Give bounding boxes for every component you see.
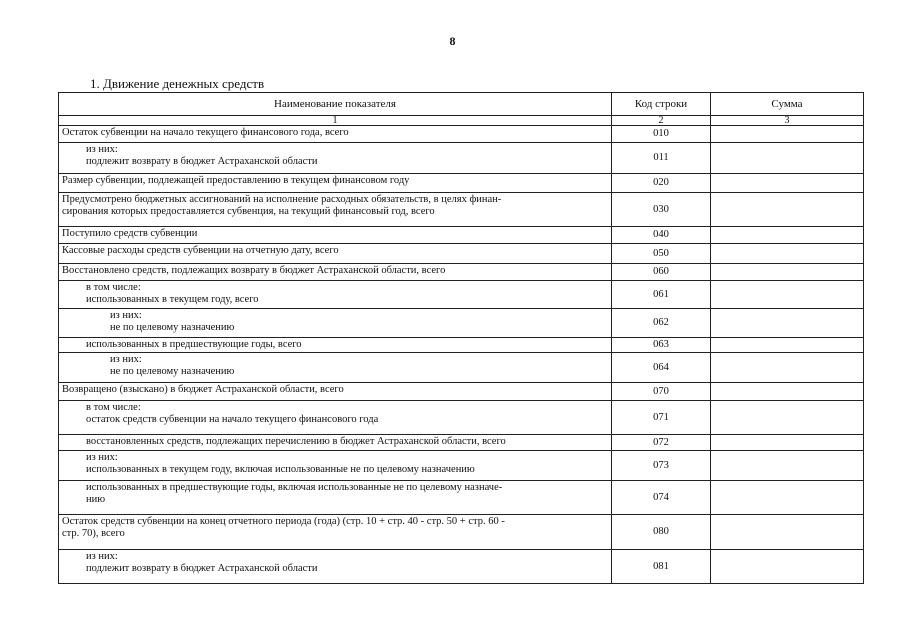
section-title: 1. Движение денежных средств: [90, 76, 265, 91]
line-code: 062: [612, 309, 711, 338]
table-row: [59, 401, 864, 435]
line-code: 064: [612, 353, 711, 383]
line-code: 050: [612, 244, 711, 264]
indicator-line: сирования которых предоставляется субвенция, на текущий финансовый год, всего: [62, 206, 435, 217]
sum-cell[interactable]: [711, 244, 864, 264]
indicator-line: Возвращено (взыскано) в бюджет Астраханской области, всего: [62, 384, 344, 395]
sum-cell[interactable]: [711, 264, 864, 281]
sum-cell[interactable]: [711, 481, 864, 515]
table-row: [59, 481, 864, 515]
indicator-line: подлежит возврату в бюджет Астраханской области: [86, 563, 318, 574]
indicator-name: [59, 481, 612, 515]
table-row: [59, 126, 864, 143]
column-number-3: 3: [711, 116, 864, 126]
indicator-name: [59, 281, 612, 309]
table-row: [59, 281, 864, 309]
indicator-name: [59, 227, 612, 244]
column-number-2: 2: [612, 116, 711, 126]
indicator-name: [59, 353, 612, 383]
indicator-name: [59, 143, 612, 174]
indicator-name: [59, 126, 612, 143]
indicator-line: из них:: [110, 310, 142, 321]
sum-cell[interactable]: [711, 309, 864, 338]
table-row: [59, 353, 864, 383]
line-code: 061: [612, 281, 711, 309]
indicator-name: [59, 244, 612, 264]
table-row: [59, 227, 864, 244]
indicator-line: остаток средств субвенции на начало текущего финансового года: [86, 414, 379, 425]
cash-flow-table: [58, 92, 864, 584]
sum-cell[interactable]: [711, 126, 864, 143]
indicator-line: использованных в предшествующие годы, включая использованные не по целевому назначе-: [86, 482, 503, 493]
line-code: 063: [612, 338, 711, 353]
indicator-name: [59, 515, 612, 550]
indicator-line: стр. 70), всего: [62, 528, 125, 539]
indicator-name: [59, 550, 612, 584]
indicator-line: Остаток субвенции на начало текущего финансового года, всего: [62, 127, 349, 138]
line-code: 072: [612, 435, 711, 451]
indicator-line: в том числе:: [86, 282, 141, 293]
sum-cell[interactable]: [711, 227, 864, 244]
column-number-1: 1: [59, 116, 612, 126]
indicator-line: из них:: [86, 551, 118, 562]
sum-cell[interactable]: [711, 451, 864, 481]
sum-cell[interactable]: [711, 383, 864, 401]
sum-cell[interactable]: [711, 401, 864, 435]
page-number: 8: [449, 34, 456, 48]
indicator-line: Остаток средств субвенции на конец отчетного периода (года) (стр. 10 + стр. 40 - стр. 50 + стр. 60 -: [62, 516, 505, 527]
line-code: 081: [612, 550, 711, 584]
sum-cell[interactable]: [711, 515, 864, 550]
line-code: 074: [612, 481, 711, 515]
indicator-line: из них:: [110, 354, 142, 365]
indicator-name: [59, 383, 612, 401]
indicator-name: [59, 174, 612, 193]
table-row: [59, 264, 864, 281]
sum-cell[interactable]: [711, 550, 864, 584]
line-code: 040: [612, 227, 711, 244]
indicator-line: подлежит возврату в бюджет Астраханской области: [86, 156, 318, 167]
line-code: 020: [612, 174, 711, 193]
line-code: 030: [612, 193, 711, 227]
indicator-line: Восстановлено средств, подлежащих возврату в бюджет Астраханской области, всего: [62, 265, 446, 276]
line-code: 010: [612, 126, 711, 143]
indicator-name: [59, 264, 612, 281]
table-row: [59, 143, 864, 174]
indicator-name: [59, 401, 612, 435]
line-code: 011: [612, 143, 711, 174]
indicator-name: [59, 435, 612, 451]
header-sum: Сумма: [711, 93, 864, 116]
indicator-line: не по целевому назначению: [110, 322, 235, 333]
indicator-line: использованных в предшествующие годы, всего: [86, 339, 302, 350]
table-row: [59, 309, 864, 338]
sum-cell[interactable]: [711, 435, 864, 451]
indicator-line: из них:: [86, 144, 118, 155]
indicator-name: [59, 451, 612, 481]
indicator-line: Размер субвенции, подлежащей предоставлению в текущем финансовом году: [62, 175, 410, 186]
table-row: [59, 550, 864, 584]
indicator-line: не по целевому назначению: [110, 366, 235, 377]
table-row: [59, 174, 864, 193]
table-row: [59, 193, 864, 227]
indicator-line: из них:: [86, 452, 118, 463]
column-number-row: [59, 116, 864, 126]
indicator-line: восстановленных средств, подлежащих перечислению в бюджет Астраханской области, всего: [86, 436, 506, 447]
table-row: [59, 435, 864, 451]
indicator-line: использованных в текущем году, включая использованные не по целевому назначению: [86, 464, 475, 475]
table-header-row: [59, 93, 864, 116]
indicator-line: использованных в текущем году, всего: [86, 294, 259, 305]
indicator-line: Кассовые расходы средств субвенции на отчетную дату, всего: [62, 245, 339, 256]
header-line-code: Код строки: [612, 93, 711, 116]
sum-cell[interactable]: [711, 281, 864, 309]
indicator-line: Предусмотрено бюджетных ассигнований на исполнение расходных обязательств, в целях финан-: [62, 194, 502, 205]
sum-cell[interactable]: [711, 353, 864, 383]
indicator-name: [59, 338, 612, 353]
line-code: 060: [612, 264, 711, 281]
table-row: [59, 338, 864, 353]
indicator-line: нию: [86, 494, 106, 505]
table-row: [59, 451, 864, 481]
table-row: [59, 383, 864, 401]
header-indicator-name: Наименование показателя: [59, 93, 612, 116]
sum-cell[interactable]: [711, 143, 864, 174]
line-code: 070: [612, 383, 711, 401]
sum-cell[interactable]: [711, 338, 864, 353]
indicator-line: в том числе:: [86, 402, 141, 413]
sum-cell[interactable]: [711, 193, 864, 227]
line-code: 073: [612, 451, 711, 481]
indicator-line: Поступило средств субвенции: [62, 228, 198, 239]
table-row: [59, 515, 864, 550]
indicator-name: [59, 193, 612, 227]
indicator-name: [59, 309, 612, 338]
line-code: 080: [612, 515, 711, 550]
sum-cell[interactable]: [711, 174, 864, 193]
table-row: [59, 244, 864, 264]
line-code: 071: [612, 401, 711, 435]
